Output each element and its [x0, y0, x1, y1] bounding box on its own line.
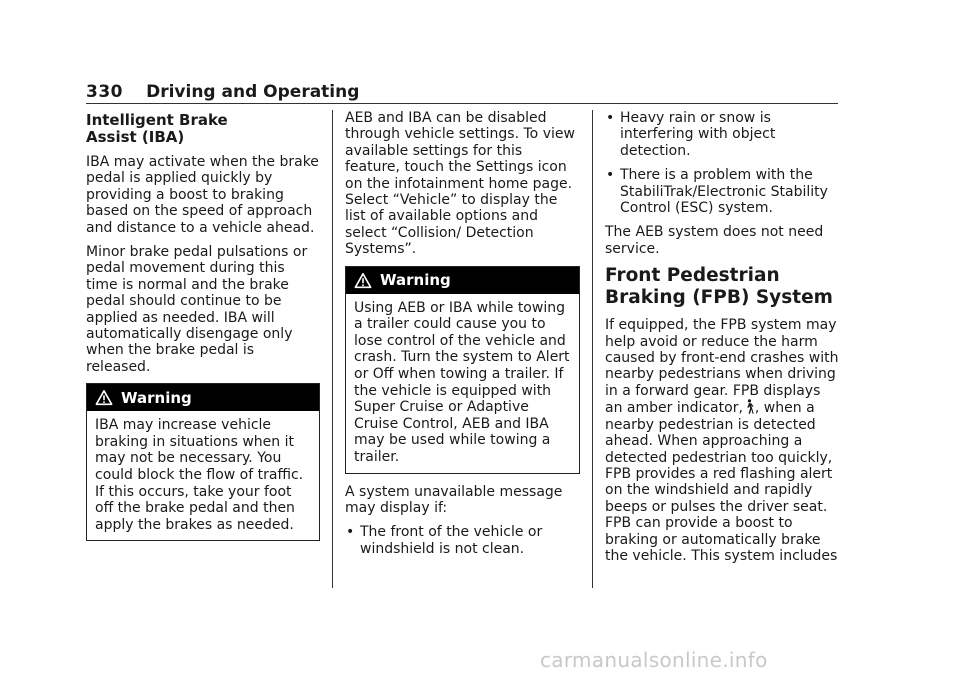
- warning-title: Warning: [121, 389, 192, 408]
- list-item: • Heavy rain or snow is interfering with object detection.: [605, 110, 840, 159]
- fpb-text-after: , when a nearby pedestrian is detected ahead. When approaching a detected pedestrian too quickly, FPB provides a red flashing alert on the windshield and rapidly beeps or pulses the driver seat. FPB can provide a boost to braking or automatically brake the vehicle. This system includes: [605, 400, 838, 564]
- warning-body: Using AEB or IBA while towing a trailer could cause you to lose control of the vehicle and crash. Turn the system to Alert or Off when towing a trailer. If the vehicle is equipped with Super Cruise or Adaptive Cruise Control, AEB and IBA may be used while towing a trailer.: [354, 299, 570, 465]
- warning-title: Warning: [380, 271, 451, 290]
- page-header: [86, 82, 838, 102]
- warning-triangle-icon: [95, 389, 113, 407]
- unavailable-paragraph: A system unavailable message may display if:: [345, 483, 563, 516]
- column-divider-2: [592, 110, 593, 588]
- header-rule: [86, 103, 838, 104]
- iba-paragraph-2: Minor brake pedal pulsations or pedal movement during this time is normal and the brake pedal should continue to be applied as needed. IBA will automatically disengage only when the brake pedal is released.: [86, 244, 308, 375]
- fpb-text-before: If equipped, the FPB system may help avoid or reduce the harm caused by front-end crashes with nearby pedestrians when driving in a forward gear. FPB displays an amber indicator,: [605, 317, 839, 417]
- list-item: • There is a problem with the StabiliTrak/Electronic Stability Control (ESC) system.: [605, 167, 840, 216]
- warning-triangle-icon: [354, 272, 372, 290]
- warning-box-1: [86, 383, 320, 541]
- iba-heading-line1: Intelligent Brake: [86, 111, 228, 129]
- iba-heading-line2: Assist (IBA): [86, 128, 185, 146]
- column-divider-1: [332, 110, 333, 588]
- unavailable-list-continued: [605, 110, 840, 216]
- iba-paragraph-1: IBA may activate when the brake pedal is applied quickly by providing a boost to braking based on the speed of approach and distance to a vehicle ahead.: [86, 154, 319, 236]
- warning-body: IBA may increase vehicle braking in situations when it may not be necessary. You could block the flow of traffic. If this occurs, take your foot off the brake pedal and then apply the brakes as needed.: [95, 417, 304, 533]
- watermark: carmanualsonline.info: [540, 648, 768, 672]
- fpb-heading-line2: Braking (FPB) System: [605, 287, 833, 309]
- list-item: • The front of the vehicle or windshield is not clean.: [345, 524, 580, 557]
- chapter-title: Driving and Operating: [146, 82, 360, 102]
- column-2: [345, 110, 580, 565]
- pedestrian-icon: [744, 399, 754, 414]
- settings-paragraph: AEB and IBA can be disabled through vehicle settings. To view available settings for this feature, touch the Settings icon on the infotainment home page. Select “Vehicle” to display the list of available options and select “Collision/ Detection Systems”.: [345, 110, 575, 258]
- warning-header: [346, 267, 579, 294]
- unavailable-list: [345, 524, 580, 557]
- page-number: 330: [86, 82, 123, 102]
- iba-heading: [86, 112, 320, 146]
- aeb-service-paragraph: The AEB system does not need service.: [605, 224, 824, 257]
- column-1: [86, 110, 320, 551]
- warning-box-2: [345, 266, 580, 474]
- fpb-paragraph: [605, 317, 840, 564]
- fpb-heading-line1: Front Pedestrian: [605, 265, 780, 287]
- fpb-heading: [605, 265, 840, 309]
- warning-header: [87, 384, 319, 411]
- column-3: [605, 110, 840, 572]
